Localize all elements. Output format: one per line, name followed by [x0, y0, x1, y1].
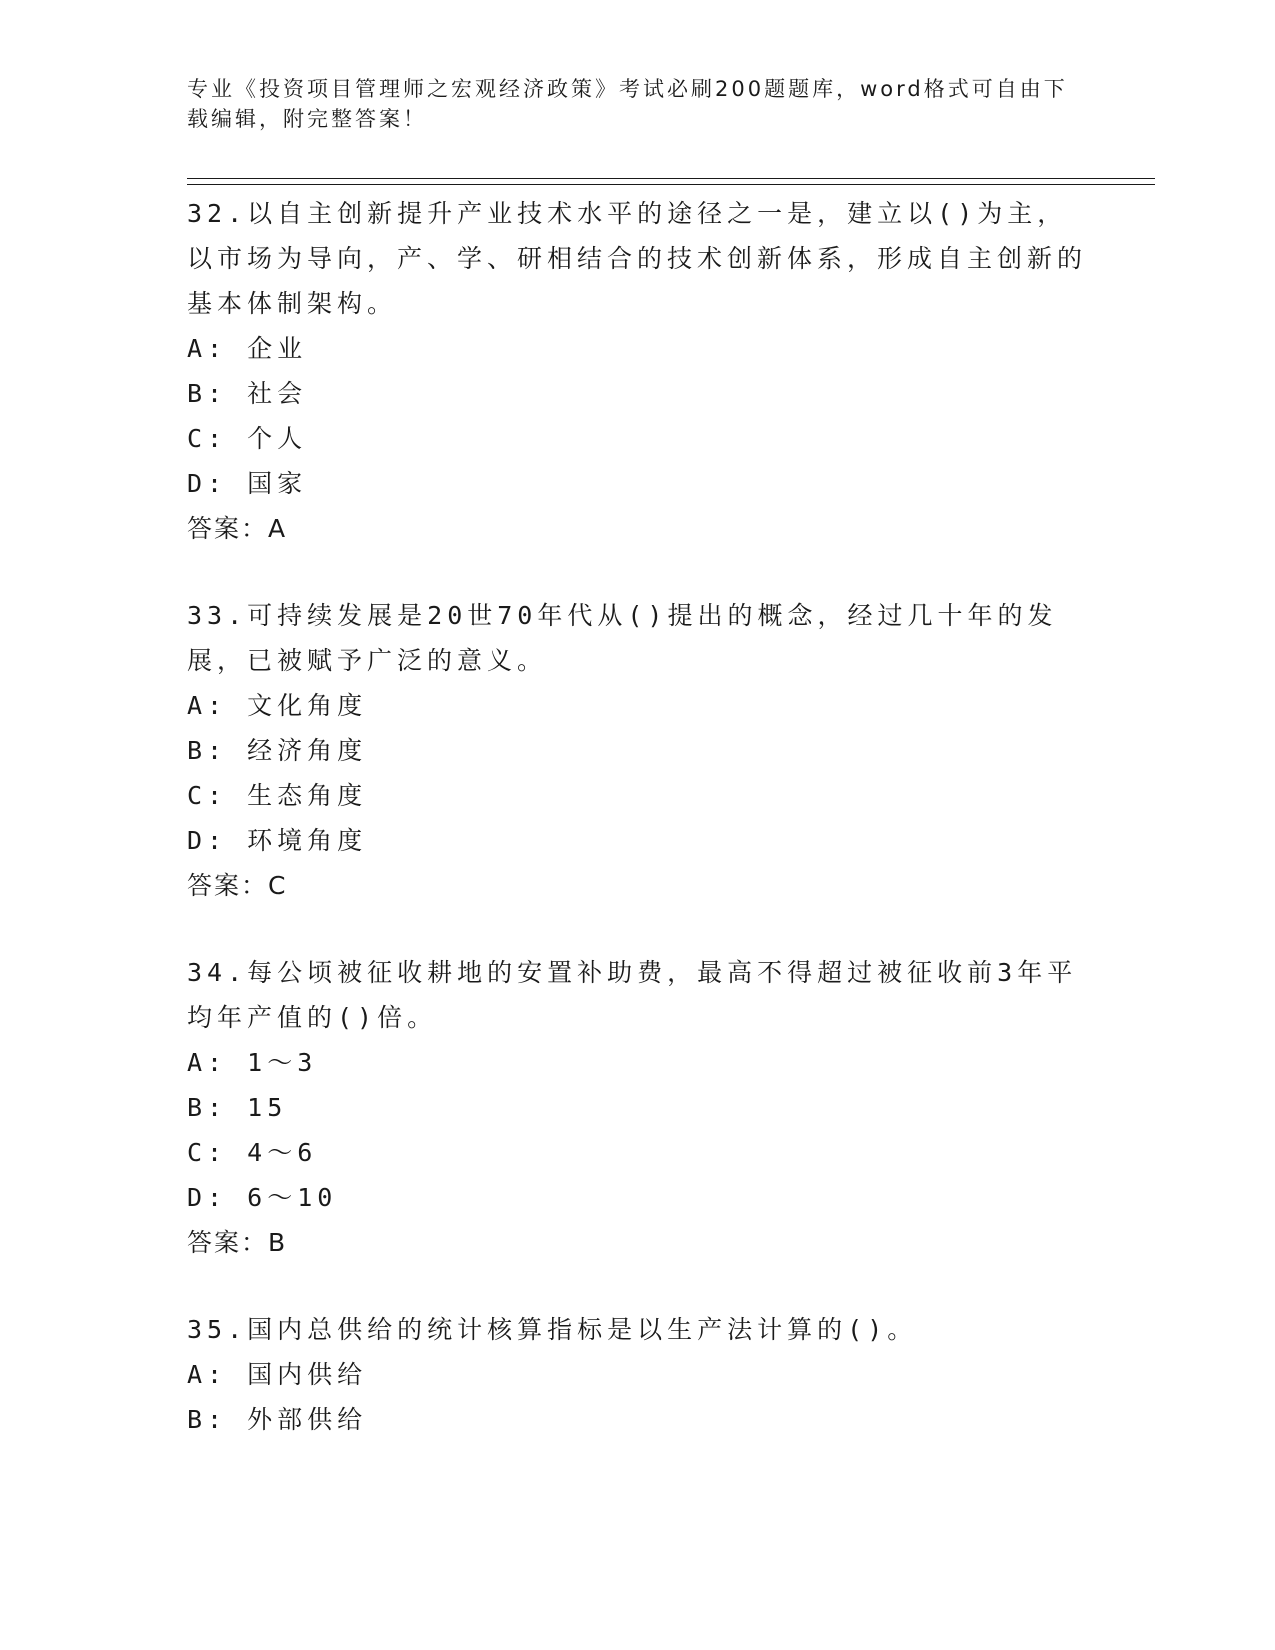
option-c: C: 4～6	[187, 1138, 318, 1167]
option-c: C: 生态角度	[187, 781, 368, 810]
question-text: 32.以自主创新提升产业技术水平的途径之一是，建立以()为主，以市场为导向，产、学、研相结合的技术创新体系，形成自主创新的基本体制架构。	[187, 199, 1088, 318]
answer: 答案：A	[187, 514, 288, 543]
answer: 答案：C	[187, 871, 288, 900]
question-35	[187, 1307, 1087, 1442]
option-b: B: 社会	[187, 379, 308, 408]
question-34	[187, 950, 1087, 1265]
option-a: A: 国内供给	[187, 1360, 368, 1389]
question-list	[187, 191, 1087, 1484]
option-a: A: 1～3	[187, 1048, 318, 1077]
question-32	[187, 191, 1087, 551]
option-a: A: 文化角度	[187, 691, 368, 720]
header-divider-top	[187, 178, 1155, 179]
answer: 答案：B	[187, 1228, 288, 1257]
document-header: 专业《投资项目管理师之宏观经济政策》考试必刷200题题库，word格式可自由下载编辑，附完整答案！	[187, 77, 1068, 131]
question-text: 35.国内总供给的统计核算指标是以生产法计算的()。	[187, 1315, 918, 1344]
option-b: B: 经济角度	[187, 736, 368, 765]
option-d: D: 6～10	[187, 1183, 338, 1212]
question-text: 34.每公顷被征收耕地的安置补助费，最高不得超过被征收前3年平均年产值的()倍。	[187, 958, 1078, 1032]
option-b: B: 外部供给	[187, 1405, 368, 1434]
option-d: D: 国家	[187, 469, 308, 498]
option-b: B: 15	[187, 1093, 288, 1122]
question-33	[187, 593, 1087, 908]
header-divider-bottom	[187, 184, 1155, 185]
question-text: 33.可持续发展是20世70年代从()提出的概念，经过几十年的发展，已被赋予广泛的意义。	[187, 601, 1058, 675]
option-d: D: 环境角度	[187, 826, 368, 855]
option-c: C: 个人	[187, 424, 308, 453]
option-a: A: 企业	[187, 334, 308, 363]
